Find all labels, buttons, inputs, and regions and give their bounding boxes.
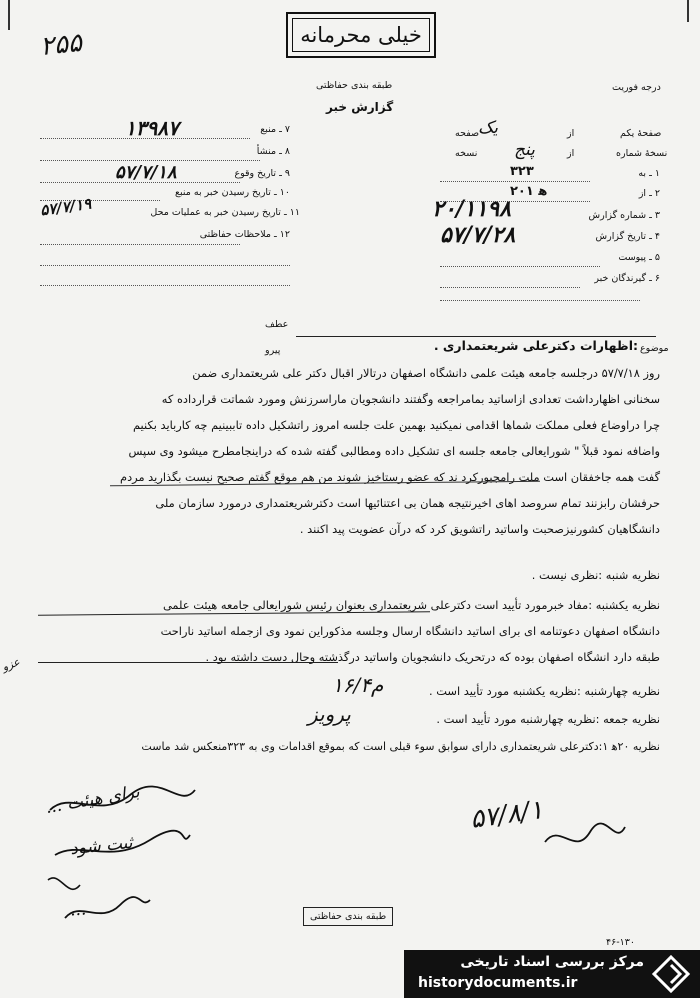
field-label: ۷ ـ منبع — [260, 124, 290, 135]
classification-label: طبقه بندی حفاظتی — [316, 80, 393, 91]
watermark — [404, 950, 700, 998]
opinion-line: دانشگاه اصفهان دعوتنامه ای برای اساتید دانشگاه ارسال وجلسه مذکوراین نمود وی ازجمله اساتید ناراحت — [160, 624, 660, 638]
copy-row-label: نسخهٔ شماره — [616, 148, 668, 159]
body-line: دانشگاهیان کشورنیزصحبت واساتید راتشویق کرد که درآن عضویت پید اکنند . — [299, 522, 660, 536]
opinion-line: نظریه شنبه :نظری نیست . — [531, 568, 660, 582]
page-row-label: صفحهٔ یکم — [620, 128, 662, 139]
handwritten-initials: ۱۶/۴م — [332, 673, 384, 697]
field-label: ۴ ـ تاریخ گزارش — [595, 231, 660, 242]
field-label: ۱۲ ـ ملاحظات حفاظتی — [199, 229, 290, 240]
field-label: ۶ ـ گیرندگان خبر — [594, 273, 660, 284]
field-label: ۵ ـ پیوست — [618, 252, 660, 263]
copy-row-from: از — [567, 148, 575, 159]
report-title: گزارش خبر — [326, 100, 394, 114]
subject-text: :اظهارات دکترعلی شریعتمداری . — [433, 338, 638, 353]
field-value: ۲۰ه‍ ۱ — [510, 184, 548, 199]
body-line: چرا دراوضاع فعلی مملکت شماها اقدامی نمیکنید بهمین علت جلسه امروز راتشکیل داده تاببینیم چه کارباید بکنیم — [132, 418, 660, 432]
copy-count-value: پنج — [514, 140, 535, 160]
handwritten-note-line: برای هیئت ... — [43, 781, 142, 819]
field-label: ۳ ـ شماره گزارش — [588, 210, 660, 221]
page-count-value: یک — [478, 118, 498, 138]
field-label: ۹ ـ تاریخ وقوع — [234, 168, 290, 179]
handwritten-scribble — [540, 812, 630, 862]
body-line: سخنانی اظهارداشت تعدادی ازاساتید بمامراجعه وگفتند دانشجویان ماراسرزنش ومورد شماتت قرارداده که — [161, 392, 660, 406]
edge-mark — [8, 0, 10, 30]
field-value: ۱۳۹۸۷ — [125, 116, 179, 140]
ref-label: عطف — [265, 319, 289, 330]
page-row-page: صفحه — [455, 128, 480, 139]
field-value: ۵۷/۷/۱۹ — [38, 194, 93, 220]
followup-label: پیرو — [265, 345, 281, 356]
field-label: ۱۱ ـ تاریخ رسیدن خبر به عملیات محل — [150, 207, 300, 218]
field-label: ۱۰ ـ تاریخ رسیدن خبر به منبع — [175, 187, 290, 198]
footer-classification: طبقه بندی حفاظتی — [303, 907, 393, 926]
subject-label: موضوع — [640, 343, 669, 354]
handwritten-note-line: ثبت شود — [69, 832, 134, 860]
opinion-line: نظریه چهارشنبه :نظریه یکشنبه مورد تأیید است . — [428, 684, 660, 698]
watermark-url: historydocuments.ir — [418, 975, 578, 991]
priority-label: درجه فوریت — [612, 82, 661, 93]
opinion-line: طبقه دارد انشگاه اصفهان بوده که درتحریک دانشجویان واساتید درگذشته وحال دست داشته بود . — [205, 650, 660, 664]
handwritten-note-line: ... — [69, 899, 87, 921]
field-label: ۸ ـ منشأ — [256, 146, 290, 157]
margin-note: عزو — [0, 655, 22, 674]
watermark-title: مرکز بررسی اسناد تاریخی — [460, 954, 644, 970]
opinion-line: نظریه ۲۰ه‍ ۱:دکترعلی شریعتمداری دارای سوابق سوء قبلی است که بموقع اقدامات وی به ۳۲۳منعکس شد ماست — [141, 740, 660, 753]
field-value: ۲۰/۱۱۹۸ — [432, 196, 511, 222]
field-value: ۵۷/۷/۱۸ — [115, 162, 177, 183]
field-label: ۱ ـ به — [638, 168, 660, 179]
page-number-handwritten: ۲۵۵ — [38, 27, 84, 63]
body-line: روز ۵۷/۷/۱۸ درجلسه جامعه هیئت علمی دانشگاه اصفهان درتالار اقبال دکتر علی شریعتمداری ضمن — [192, 366, 660, 380]
opinion-line: نظریه جمعه :نظریه چهارشنبه مورد تأیید است . — [436, 712, 660, 726]
field-value: ۵۷/۷/۲۸ — [440, 222, 516, 248]
field-value: ۳۲۳ — [510, 164, 534, 179]
page-row-from: از — [567, 128, 575, 139]
body-line: واضافه نمود قبلاً " شورایعالی جامعه جلسه ای تشکیل داده ومطالبی گفته شده که دراینجامطرح میشود وی سپس — [128, 444, 660, 458]
underline — [38, 662, 338, 663]
handwritten-signatures — [40, 780, 200, 930]
field-label: ۲ ـ از — [638, 188, 660, 199]
form-code: ۴۶-۱۳۰ — [606, 937, 635, 948]
edge-mark — [687, 0, 689, 22]
copy-row-copy: نسخه — [455, 148, 478, 159]
classification-stamp — [286, 12, 436, 58]
body-line: گفت همه جاخفقان است ملت رامجبورکرد ند که عضو رستاخیز شوند من هم موقع گفتم صحیح نیست بگذارید مردم — [120, 470, 660, 484]
body-line: حرفشان رابزنند تمام سروصد اهای اخیرنتیجه همان بی اعتنائیها است دکترشریعتمداری درمورد سازمان ملی — [155, 496, 660, 510]
stamp-title: خیلی محرمانه — [292, 18, 430, 52]
opinion-line: نظریه یکشنبه :مفاد خبرمورد تأیید است دکترعلی شریعتمداری بعنوان رئیس شورایعالی جامعه هیئت علمی — [162, 598, 660, 612]
archive-logo-icon — [650, 954, 692, 994]
handwritten-signature-name: پرویز — [308, 702, 351, 726]
handwritten-date: ۵۷/۸/۱ — [468, 795, 546, 835]
